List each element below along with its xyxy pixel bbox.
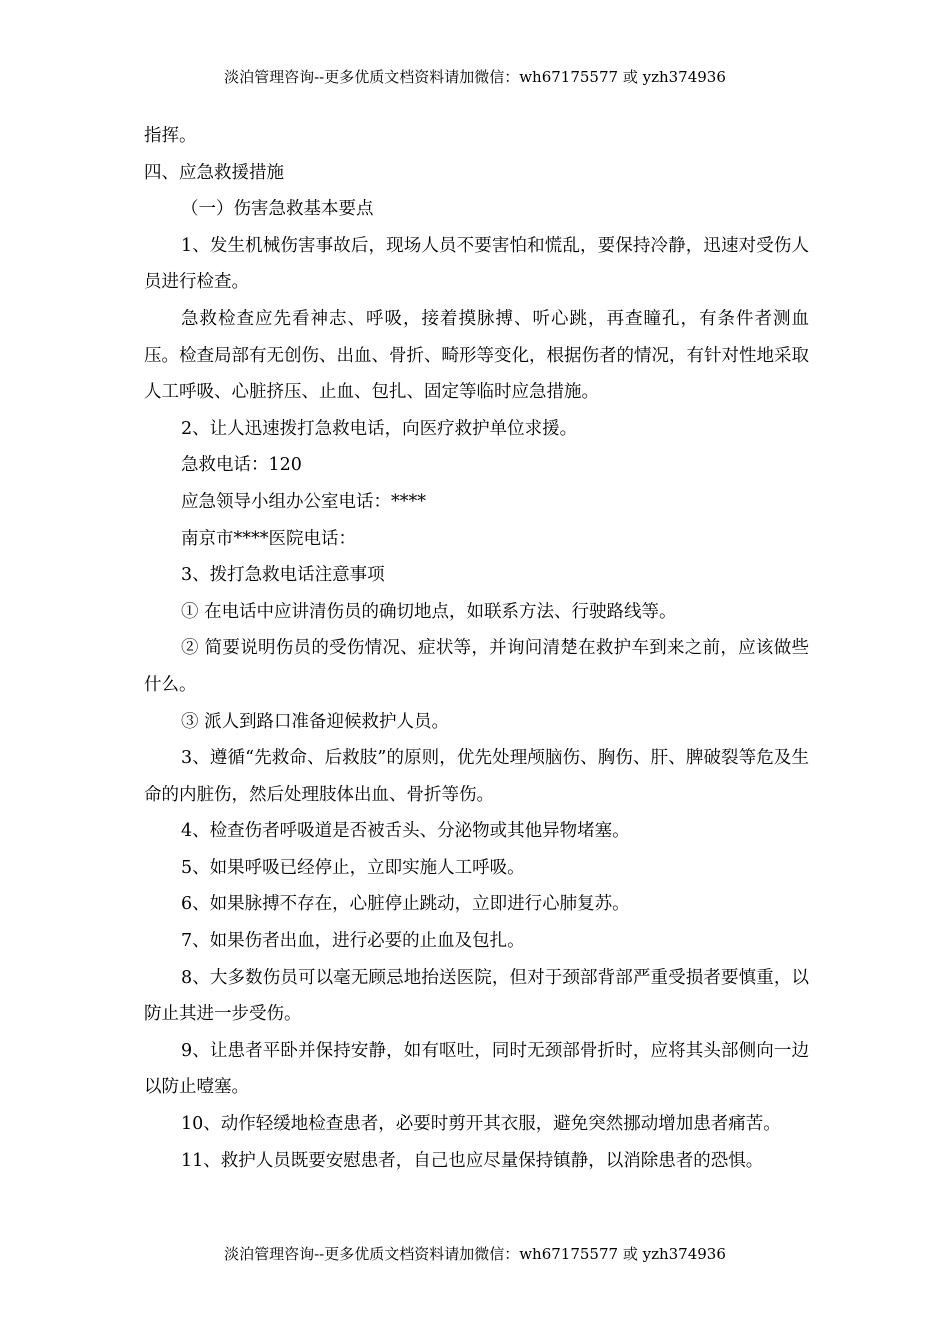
paragraph: 7、如果伤者出血，进行必要的止血及包扎。 (181, 931, 525, 952)
list-item: ③ 派人到路口准备迎候救护人员。 (181, 711, 450, 732)
paragraph: 1、发生机械伤害事故后，现场人员不要害怕和慌乱，要保持冷静，迅速对受伤人员进行检查。 (144, 235, 809, 293)
paragraph: 指挥。 (144, 126, 197, 146)
section-heading: 四、应急救援措施 (144, 162, 284, 183)
list-item: ① 在电话中应讲清伤员的确切地点，如联系方法、行驶路线等。 (181, 601, 677, 622)
paragraph: 6、如果脉搏不存在，心脏停止跳动，立即进行心肺复苏。 (181, 894, 630, 915)
paragraph: 4、检查伤者呼吸道是否被舌头、分泌物或其他异物堵塞。 (181, 821, 630, 842)
paragraph: 南京市****医院电话： (181, 528, 356, 549)
header-watermark: 淡泊管理咨询--更多优质文档资料请加微信：wh67175577 或 yzh374936 (224, 68, 726, 86)
paragraph: 应急领导小组办公室电话：**** (181, 491, 426, 512)
paragraph: 10、动作轻缓地检查患者，必要时剪开其衣服，避免突然挪动增加患者痛苦。 (181, 1114, 781, 1135)
paragraph: 2、让人迅速拨打急救电话，向医疗救护单位求援。 (181, 418, 578, 439)
paragraph: 3、遵循“先救命、后救肢”的原则，优先处理颅脑伤、胸伤、肝、脾破裂等危及生命的内脏伤，然后处理肢体出血、骨折等伤。 (144, 748, 809, 805)
list-item: ② 简要说明伤员的受伤情况、症状等，并询问清楚在救护车到来之前，应该做些什么。 (144, 638, 809, 695)
footer-watermark: 淡泊管理咨询--更多优质文档资料请加微信：wh67175577 或 yzh374936 (224, 1245, 726, 1263)
subsection-heading: （一）伤害急救基本要点 (181, 199, 374, 220)
paragraph: 急救检查应先看神志、呼吸，接着摸脉搏、听心跳，再查瞳孔，有条件者测血压。检查局部有无创伤、出血、骨折、畸形等变化，根据伤者的情况，有针对性地采取人工呼吸、心脏挤压、止血、包扎、固定等临时应急措施。 (144, 308, 809, 403)
paragraph: 11、救护人员既要安慰患者，自己也应尽量保持镇静，以消除患者的恐惧。 (181, 1150, 764, 1171)
document-body (144, 118, 809, 1179)
paragraph: 8、大多数伤员可以毫无顾忌地抬送医院，但对于颈部背部严重受损者要慎重，以防止其进一步受伤。 (144, 967, 809, 1025)
paragraph: 3、拨打急救电话注意事项 (181, 565, 385, 586)
paragraph: 急救电话：120 (181, 455, 302, 476)
paragraph: 5、如果呼吸已经停止，立即实施人工呼吸。 (181, 857, 525, 878)
paragraph: 9、让患者平卧并保持安静，如有呕吐，同时无颈部骨折时，应将其头部侧向一边以防止噎塞。 (144, 1040, 809, 1098)
